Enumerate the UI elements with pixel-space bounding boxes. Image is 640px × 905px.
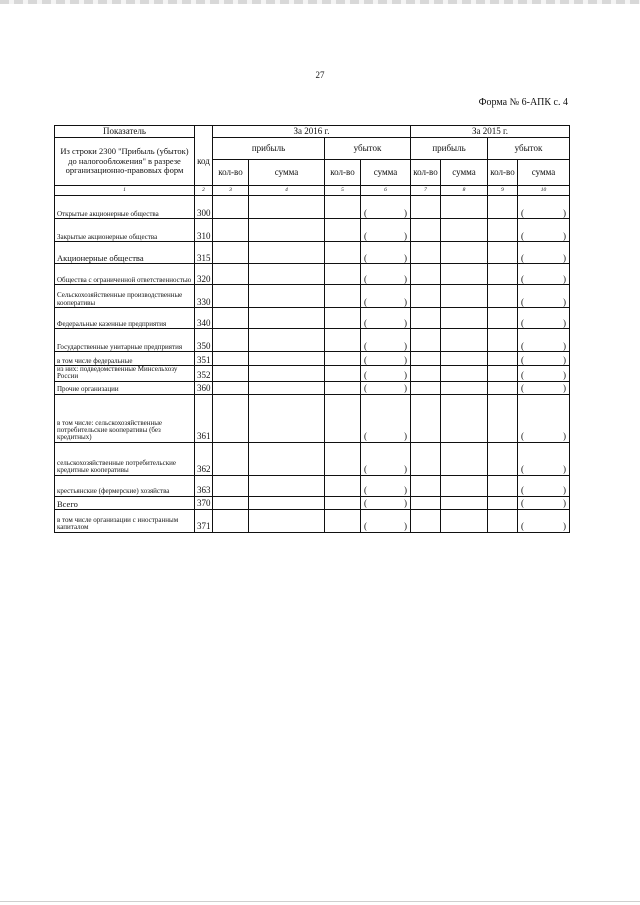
paren-close: ) — [404, 230, 407, 241]
value-cell[interactable] — [213, 329, 249, 352]
row-code: 315 — [195, 242, 213, 264]
paren-close: ) — [404, 464, 407, 475]
value-cell[interactable] — [249, 366, 325, 382]
column-number: 1 — [55, 186, 195, 196]
value-cell[interactable] — [441, 366, 488, 382]
value-cell[interactable] — [325, 394, 361, 442]
value-cell[interactable] — [325, 475, 361, 496]
indicator-header: Показатель — [55, 126, 195, 138]
column-number-row — [55, 186, 570, 196]
value-cell[interactable] — [249, 196, 325, 219]
value-cell[interactable] — [488, 394, 518, 442]
value-cell[interactable] — [518, 381, 570, 394]
table-row — [55, 442, 570, 475]
paren-open: ( — [521, 317, 524, 328]
paren-close: ) — [404, 340, 407, 351]
paren-close: ) — [404, 383, 407, 394]
paren-open: ( — [364, 464, 367, 475]
row-label: в том числе федеральные — [55, 352, 195, 366]
value-cell[interactable] — [361, 442, 411, 475]
value-cell[interactable] — [488, 219, 518, 242]
value-cell[interactable] — [518, 509, 570, 532]
value-cell[interactable] — [411, 496, 441, 509]
qty-header: кол-во — [213, 160, 249, 186]
paren-close: ) — [563, 354, 566, 365]
value-cell[interactable] — [213, 196, 249, 219]
value-cell[interactable] — [518, 308, 570, 329]
paren-open: ( — [364, 252, 367, 263]
table-row — [55, 242, 570, 264]
value-cell[interactable] — [488, 366, 518, 382]
paren-open: ( — [521, 252, 524, 263]
value-cell[interactable] — [325, 496, 361, 509]
paren-close: ) — [563, 252, 566, 263]
value-cell[interactable] — [411, 308, 441, 329]
paren-close: ) — [563, 498, 566, 509]
value-cell[interactable] — [361, 219, 411, 242]
value-cell[interactable] — [213, 366, 249, 382]
value-cell[interactable] — [441, 285, 488, 308]
loss-2015-header: убыток — [488, 138, 570, 160]
value-cell[interactable] — [441, 308, 488, 329]
table-row — [55, 219, 570, 242]
value-cell[interactable] — [518, 219, 570, 242]
value-cell[interactable] — [361, 329, 411, 352]
profit-2016-header: прибыль — [213, 138, 325, 160]
paren-close: ) — [563, 230, 566, 241]
paren-close: ) — [404, 485, 407, 496]
table-row — [55, 475, 570, 496]
value-cell[interactable] — [411, 285, 441, 308]
paren-close: ) — [404, 296, 407, 307]
paren-close: ) — [563, 383, 566, 394]
paren-close: ) — [563, 273, 566, 284]
paren-open: ( — [364, 354, 367, 365]
value-cell[interactable] — [361, 308, 411, 329]
paren-open: ( — [521, 230, 524, 241]
value-cell[interactable] — [213, 285, 249, 308]
sum-header: сумма — [518, 160, 570, 186]
column-number: 7 — [411, 186, 441, 196]
paren-close: ) — [563, 296, 566, 307]
row-label: Общества с ограниченной ответственностью — [55, 264, 195, 285]
row-label: Государственные унитарные предприятия — [55, 329, 195, 352]
row-code: 320 — [195, 264, 213, 285]
row-code: 340 — [195, 308, 213, 329]
row-label: Федеральные казенные предприятия — [55, 308, 195, 329]
table-row — [55, 264, 570, 285]
value-cell[interactable] — [518, 475, 570, 496]
value-cell[interactable] — [213, 394, 249, 442]
paren-open: ( — [364, 230, 367, 241]
row-code: 362 — [195, 442, 213, 475]
value-cell[interactable] — [361, 264, 411, 285]
row-label: сельскохозяйственные потребительские кредитные кооперативы — [55, 442, 195, 475]
value-cell[interactable] — [249, 242, 325, 264]
scan-edge — [0, 901, 640, 902]
paren-close: ) — [404, 252, 407, 263]
column-number: 6 — [361, 186, 411, 196]
value-cell[interactable] — [441, 196, 488, 219]
paren-open: ( — [521, 464, 524, 475]
value-cell[interactable] — [325, 285, 361, 308]
paren-open: ( — [521, 207, 524, 218]
value-cell[interactable] — [411, 475, 441, 496]
row-code: 310 — [195, 219, 213, 242]
value-cell[interactable] — [518, 442, 570, 475]
value-cell[interactable] — [249, 219, 325, 242]
row-code: 363 — [195, 475, 213, 496]
value-cell[interactable] — [361, 496, 411, 509]
value-cell[interactable] — [213, 264, 249, 285]
table-row — [55, 308, 570, 329]
value-cell[interactable] — [325, 219, 361, 242]
row-label: Открытые акционерные общества — [55, 196, 195, 219]
paren-open: ( — [364, 521, 367, 532]
row-label: Сельскохозяйственные производственные кооперативы — [55, 285, 195, 308]
paren-close: ) — [404, 317, 407, 328]
value-cell[interactable] — [213, 308, 249, 329]
value-cell[interactable] — [249, 509, 325, 532]
value-cell[interactable] — [361, 475, 411, 496]
value-cell[interactable] — [361, 394, 411, 442]
year-2015-header: За 2015 г. — [411, 126, 570, 138]
value-cell[interactable] — [411, 329, 441, 352]
value-cell[interactable] — [249, 381, 325, 394]
value-cell[interactable] — [488, 475, 518, 496]
value-cell[interactable] — [518, 366, 570, 382]
paren-open: ( — [364, 498, 367, 509]
paren-open: ( — [521, 340, 524, 351]
value-cell[interactable] — [325, 442, 361, 475]
value-cell[interactable] — [249, 352, 325, 366]
paren-open: ( — [521, 521, 524, 532]
paren-open: ( — [364, 296, 367, 307]
profit-2015-header: прибыль — [411, 138, 488, 160]
paren-open: ( — [364, 273, 367, 284]
row-code: 300 — [195, 196, 213, 219]
loss-2016-header: убыток — [325, 138, 411, 160]
paren-open: ( — [521, 383, 524, 394]
value-cell[interactable] — [213, 381, 249, 394]
value-cell[interactable] — [488, 196, 518, 219]
sum-header: сумма — [441, 160, 488, 186]
value-cell[interactable] — [249, 329, 325, 352]
table-row — [55, 366, 570, 382]
table-row — [55, 381, 570, 394]
value-cell[interactable] — [213, 219, 249, 242]
value-cell[interactable] — [249, 285, 325, 308]
paren-close: ) — [563, 485, 566, 496]
qty-header: кол-во — [488, 160, 518, 186]
value-cell[interactable] — [249, 394, 325, 442]
paren-open: ( — [364, 370, 367, 381]
value-cell[interactable] — [411, 442, 441, 475]
value-cell[interactable] — [325, 242, 361, 264]
page-number: 27 — [315, 70, 325, 80]
value-cell[interactable] — [518, 264, 570, 285]
value-cell[interactable] — [411, 264, 441, 285]
row-code: 371 — [195, 509, 213, 532]
profit-loss-table — [54, 125, 570, 533]
table-row — [55, 352, 570, 366]
value-cell[interactable] — [361, 509, 411, 532]
table-row — [55, 285, 570, 308]
paren-open: ( — [364, 340, 367, 351]
row-label: Акционерные общества — [55, 242, 195, 264]
value-cell[interactable] — [518, 352, 570, 366]
qty-header: кол-во — [411, 160, 441, 186]
paren-close: ) — [563, 431, 566, 442]
value-cell[interactable] — [518, 394, 570, 442]
paren-open: ( — [364, 431, 367, 442]
form-label: Форма № 6-АПК с. 4 — [478, 97, 568, 108]
sum-header: сумма — [249, 160, 325, 186]
value-cell[interactable] — [213, 352, 249, 366]
value-cell[interactable] — [213, 442, 249, 475]
value-cell[interactable] — [325, 366, 361, 382]
sum-header: сумма — [361, 160, 411, 186]
value-cell[interactable] — [488, 509, 518, 532]
paren-close: ) — [563, 340, 566, 351]
value-cell[interactable] — [441, 352, 488, 366]
value-cell[interactable] — [488, 352, 518, 366]
paren-open: ( — [521, 498, 524, 509]
value-cell[interactable] — [213, 242, 249, 264]
paren-close: ) — [404, 370, 407, 381]
row-label: в том числе: сельскохозяйственные потребительские кооперативы (без кредитных) — [55, 394, 195, 442]
row-code: 352 — [195, 366, 213, 382]
value-cell[interactable] — [488, 308, 518, 329]
value-cell[interactable] — [249, 475, 325, 496]
paren-close: ) — [404, 521, 407, 532]
value-cell[interactable] — [411, 196, 441, 219]
value-cell[interactable] — [361, 196, 411, 219]
value-cell[interactable] — [518, 242, 570, 264]
row-label: в том числе организации с иностранным капиталом — [55, 509, 195, 532]
table-row — [55, 394, 570, 442]
value-cell[interactable] — [361, 366, 411, 382]
row-code: 330 — [195, 285, 213, 308]
value-cell[interactable] — [488, 496, 518, 509]
value-cell[interactable] — [488, 264, 518, 285]
value-cell[interactable] — [441, 219, 488, 242]
value-cell[interactable] — [325, 264, 361, 285]
table-row — [55, 329, 570, 352]
paren-close: ) — [404, 354, 407, 365]
value-cell[interactable] — [441, 475, 488, 496]
paren-open: ( — [521, 296, 524, 307]
year-2016-header: За 2016 г. — [213, 126, 411, 138]
paren-close: ) — [563, 370, 566, 381]
row-code: 360 — [195, 381, 213, 394]
value-cell[interactable] — [441, 509, 488, 532]
paren-close: ) — [404, 273, 407, 284]
scan-edge — [0, 0, 640, 4]
value-cell[interactable] — [518, 285, 570, 308]
value-cell[interactable] — [488, 242, 518, 264]
value-cell[interactable] — [361, 381, 411, 394]
table-row — [55, 196, 570, 219]
value-cell[interactable] — [325, 381, 361, 394]
code-header: код — [195, 138, 213, 186]
value-cell[interactable] — [518, 496, 570, 509]
paren-open: ( — [521, 354, 524, 365]
value-cell[interactable] — [325, 329, 361, 352]
value-cell[interactable] — [213, 496, 249, 509]
value-cell[interactable] — [325, 509, 361, 532]
table-row — [55, 509, 570, 532]
paren-open: ( — [364, 383, 367, 394]
value-cell[interactable] — [441, 242, 488, 264]
column-number: 5 — [325, 186, 361, 196]
row-code: 351 — [195, 352, 213, 366]
paren-close: ) — [563, 521, 566, 532]
paren-open: ( — [364, 317, 367, 328]
value-cell[interactable] — [213, 509, 249, 532]
row-code: 350 — [195, 329, 213, 352]
row-label: Всего — [55, 496, 195, 509]
value-cell[interactable] — [325, 196, 361, 219]
column-number: 9 — [488, 186, 518, 196]
value-cell[interactable] — [325, 308, 361, 329]
value-cell[interactable] — [411, 352, 441, 366]
value-cell[interactable] — [325, 352, 361, 366]
paren-close: ) — [563, 317, 566, 328]
value-cell[interactable] — [249, 442, 325, 475]
value-cell[interactable] — [488, 381, 518, 394]
value-cell[interactable] — [411, 219, 441, 242]
paren-close: ) — [563, 464, 566, 475]
paren-close: ) — [404, 207, 407, 218]
column-number: 3 — [213, 186, 249, 196]
value-cell[interactable] — [411, 242, 441, 264]
value-cell[interactable] — [488, 329, 518, 352]
paren-open: ( — [521, 485, 524, 496]
row-code: 361 — [195, 394, 213, 442]
value-cell[interactable] — [213, 475, 249, 496]
value-cell[interactable] — [518, 329, 570, 352]
value-cell[interactable] — [411, 381, 441, 394]
table-row — [55, 496, 570, 509]
value-cell[interactable] — [488, 442, 518, 475]
value-cell[interactable] — [411, 366, 441, 382]
paren-close: ) — [563, 207, 566, 218]
value-cell[interactable] — [518, 196, 570, 219]
value-cell[interactable] — [361, 242, 411, 264]
paren-close: ) — [404, 498, 407, 509]
row-code: 370 — [195, 496, 213, 509]
value-cell[interactable] — [441, 329, 488, 352]
row-label: Прочие организации — [55, 381, 195, 394]
column-number: 10 — [518, 186, 570, 196]
value-cell[interactable] — [441, 394, 488, 442]
value-cell[interactable] — [249, 496, 325, 509]
paren-close: ) — [404, 431, 407, 442]
value-cell[interactable] — [441, 381, 488, 394]
value-cell[interactable] — [361, 352, 411, 366]
qty-header: кол-во — [325, 160, 361, 186]
value-cell[interactable] — [411, 394, 441, 442]
value-cell[interactable] — [488, 285, 518, 308]
column-number: 4 — [249, 186, 325, 196]
value-cell[interactable] — [249, 264, 325, 285]
paren-open: ( — [364, 207, 367, 218]
value-cell[interactable] — [249, 308, 325, 329]
row-label: Закрытые акционерные общества — [55, 219, 195, 242]
paren-open: ( — [521, 273, 524, 284]
paren-open: ( — [521, 431, 524, 442]
description-header: Из строки 2300 "Прибыль (убыток) до налогообложения" в разрезе организационно-правовых форм — [55, 138, 195, 186]
value-cell[interactable] — [441, 264, 488, 285]
column-number: 2 — [195, 186, 213, 196]
row-label: крестьянские (фермерские) хозяйства — [55, 475, 195, 496]
paren-open: ( — [521, 370, 524, 381]
value-cell[interactable] — [441, 496, 488, 509]
row-label: из них: подведомственные Минсельхозу России — [55, 366, 195, 382]
column-number: 8 — [441, 186, 488, 196]
value-cell[interactable] — [441, 442, 488, 475]
paren-open: ( — [364, 485, 367, 496]
value-cell[interactable] — [361, 285, 411, 308]
value-cell[interactable] — [411, 509, 441, 532]
